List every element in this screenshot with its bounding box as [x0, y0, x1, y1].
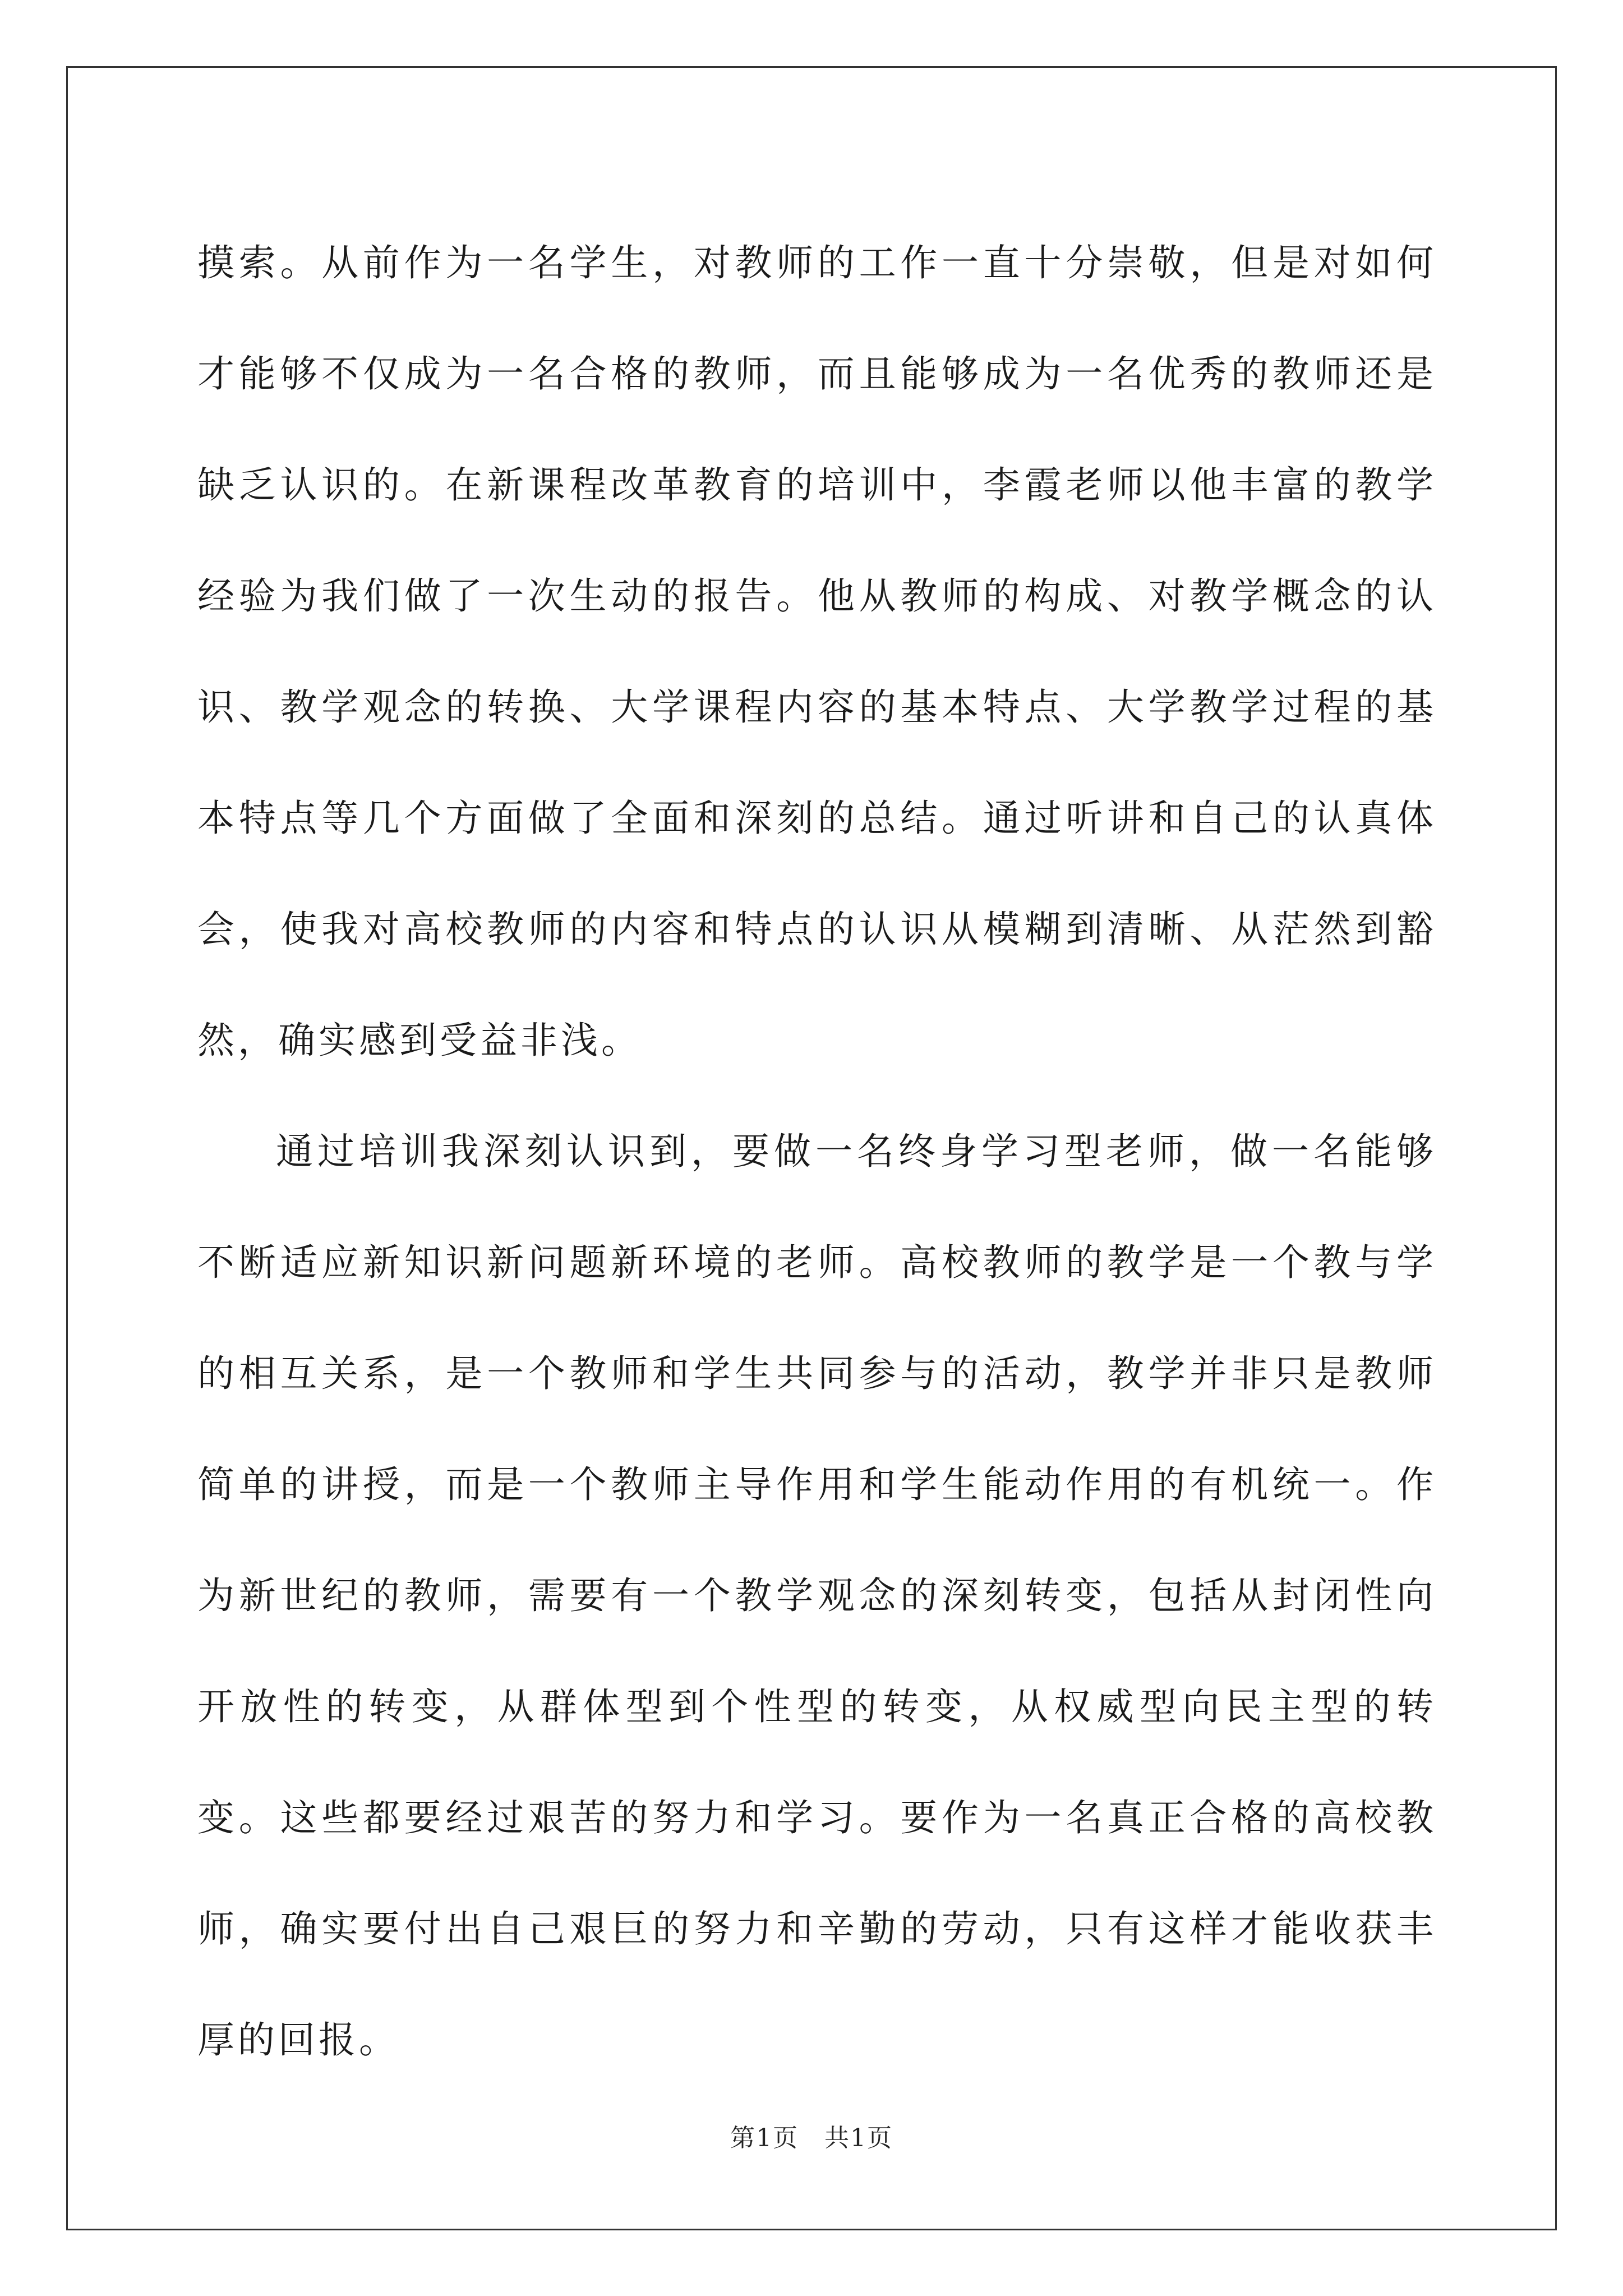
- document-body: [197, 208, 1437, 2096]
- paragraph-1: 摸索。从前作为一名学生，对教师的工作一直十分崇敬，但是对如何才能够不仅成为一名合格的教师，而且能够成为一名优秀的教师还是缺乏认识的。在新课程改革教育的培训中，李霞老师以他丰富的教学经验为我们做了一次生动的报告。他从教师的构成、对教学概念的认识、教学观念的转换、大学课程内容的基本特点、大学教学过程的基本特点等几个方面做了全面和深刻的总结。通过听讲和自己的认真体会，使我对高校教师的内容和特点的认识从模糊到清晰、从茫然到豁然，确实感到受益非浅。: [197, 241, 1437, 1062]
- paragraph-2: 通过培训我深刻认识到，要做一名终身学习型老师，做一名能够不断适应新知识新问题新环境的老师。高校教师的教学是一个教与学的相互关系，是一个教师和学生共同参与的活动，教学并非只是教师简单的讲授，而是一个教师主导作用和学生能动作用的有机统一。作为新世纪的教师，需要有一个教学观念的深刻转变，包括从封闭性向开放性的转变，从群体型到个性型的转变，从权威型向民主型的转变。这些都要经过艰苦的努力和学习。要作为一名真正合格的高校教师，确实要付出自己艰巨的努力和辛勤的劳动，只有这样才能收获丰厚的回报。: [197, 1130, 1437, 2062]
- page-number-footer: 第1页 共1页: [730, 2124, 893, 2152]
